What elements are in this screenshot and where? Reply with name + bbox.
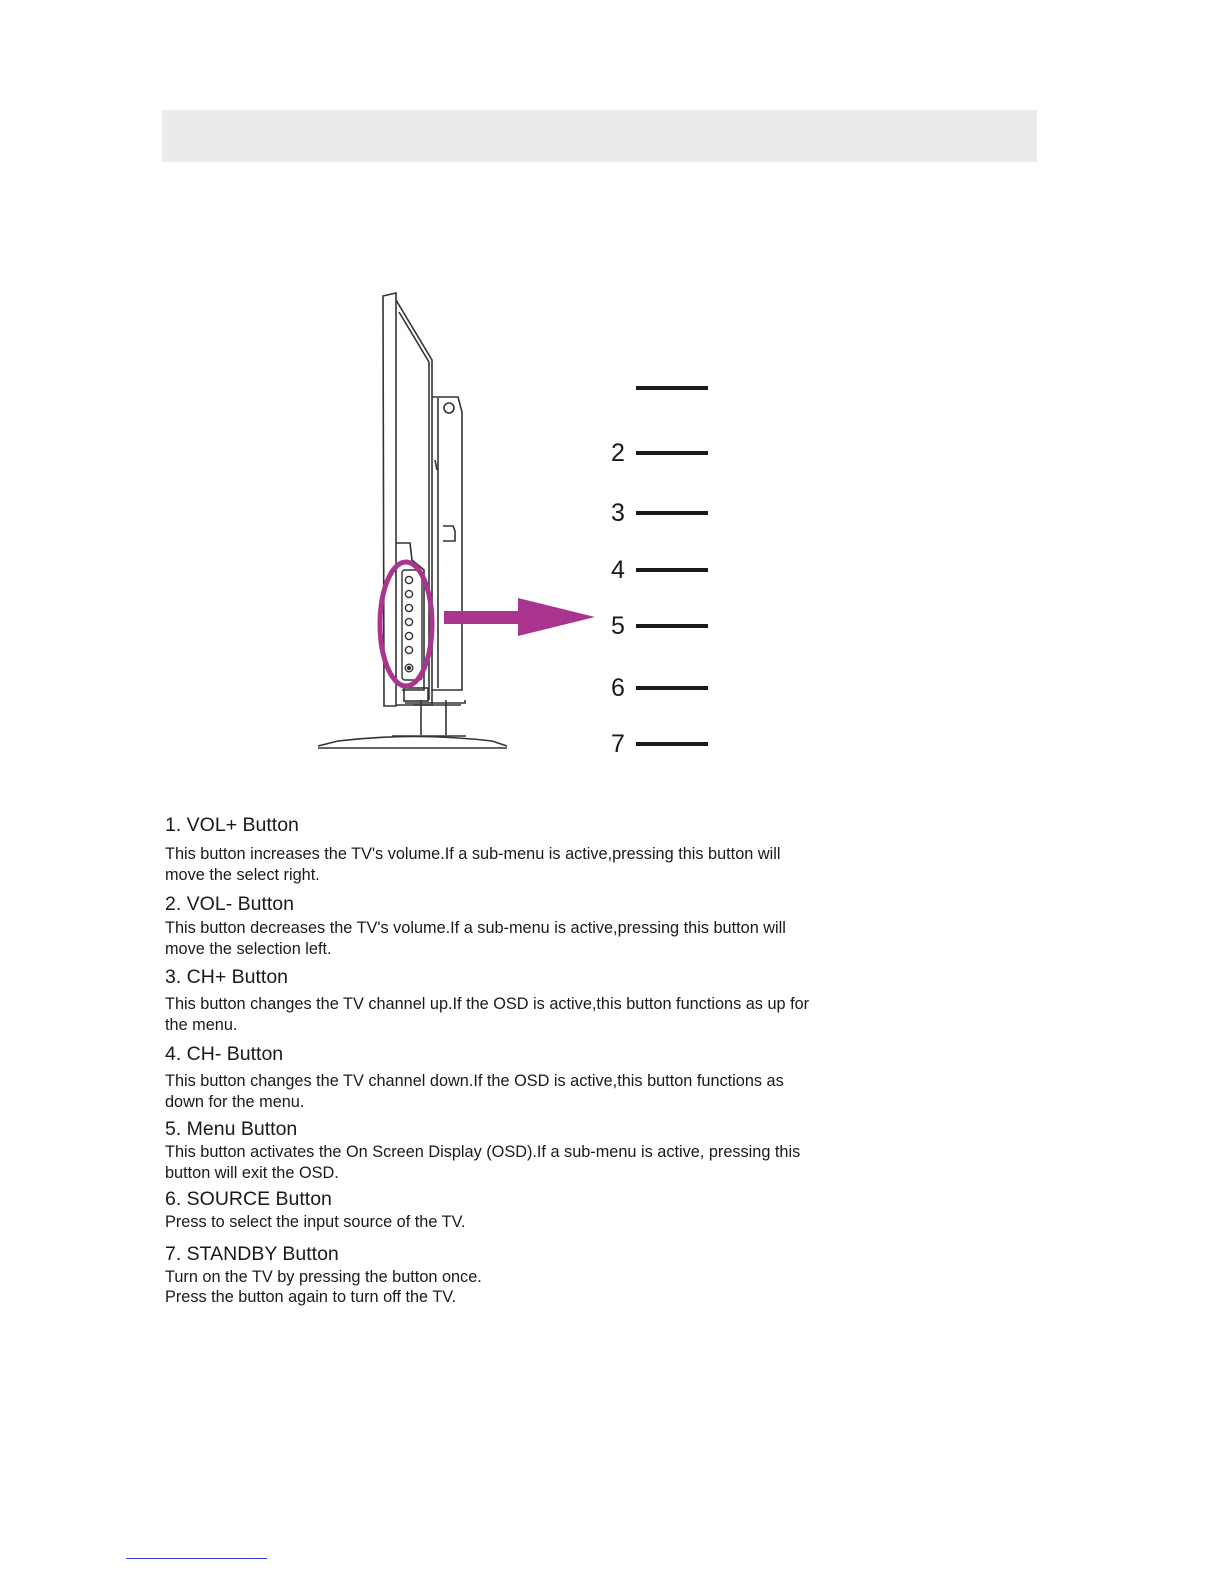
callout-number: 5 [611, 612, 625, 640]
button-descriptions [165, 812, 815, 1308]
item-title: 6. SOURCE Button [165, 1188, 332, 1210]
item-title: 3. CH+ Button [165, 966, 289, 988]
item-title: 5. Menu Button [165, 1118, 298, 1140]
item-text: This button changes the TV channel down.If the OSD is active,this button functions as down for the menu. [165, 1072, 784, 1111]
item-text: Turn on the TV by pressing the button once. Press the button again to turn off the TV. [165, 1267, 482, 1306]
description-item [165, 1186, 815, 1233]
callout-4 [606, 555, 716, 585]
item-text: This button increases the TV's volume.If a sub-menu is active,pressing this button will move the select right. [165, 845, 781, 884]
item-text: This button changes the TV channel up.If the OSD is active,this button functions as up for the menu. [165, 995, 810, 1034]
item-text: Press to select the input source of the TV. [165, 1213, 466, 1231]
callout-leader-line [636, 624, 708, 628]
description-item [165, 891, 815, 959]
callout-leader-line [636, 511, 708, 515]
callout-number: 6 [611, 674, 625, 702]
callout-leader-line [636, 686, 708, 690]
item-title: 1. VOL+ Button [165, 814, 299, 836]
callout-3 [606, 498, 716, 528]
item-text: This button activates the On Screen Display (OSD).If a sub-menu is active, pressing this button will exit the OSD. [165, 1143, 801, 1182]
callout-6 [606, 673, 716, 703]
callout-leader-line [636, 568, 708, 572]
callout-5 [606, 611, 716, 641]
item-title: 4. CH- Button [165, 1043, 284, 1065]
callout-leader-line [636, 451, 708, 455]
callout-number: 7 [611, 730, 625, 758]
description-item [165, 1241, 815, 1308]
item-title: 7. STANDBY Button [165, 1242, 339, 1265]
description-item [165, 1116, 815, 1183]
callout-leader-line [636, 742, 708, 746]
callout-2 [606, 438, 716, 468]
description-item [165, 812, 815, 885]
pointer-arrow [444, 598, 595, 636]
callout-number: 3 [611, 499, 625, 527]
callout-number: 4 [611, 556, 625, 584]
footer-link-underline [126, 1558, 267, 1559]
item-text: This button decreases the TV's volume.If a sub-menu is active,pressing this button will move the selection left. [165, 919, 786, 958]
callout-number: 2 [611, 439, 625, 467]
callout-leader-line [636, 386, 708, 390]
callout-1 [606, 373, 716, 403]
callout-7 [606, 729, 716, 759]
item-title: 2. VOL- Button [165, 893, 294, 915]
description-item [165, 964, 815, 1035]
description-item [165, 1041, 815, 1112]
side-control-buttons [402, 570, 422, 680]
